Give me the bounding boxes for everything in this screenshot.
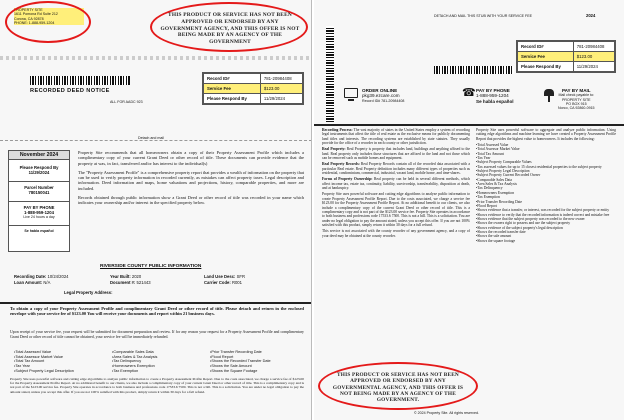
section-text: Real Property Records contain all of the recorded data associated with a particular Real estate. Real Property definition includes many different types of properties such as residential, condominium, commercial, industrial, vacant land, mobile home, and time-shares. (322, 162, 470, 176)
report-feature: • Tax Year (476, 156, 616, 160)
report-feature: • Shows the recorded transfer date (476, 230, 616, 234)
parcel-label: Parcel Number (9, 181, 69, 190)
info-label: Carrier Code: (204, 280, 231, 285)
notice-sidebar (8, 150, 70, 252)
report-feature: • Shows evidence of the subject property's legal description (476, 226, 616, 230)
feature-item: • Shows the Square Footage (210, 369, 306, 374)
report-feature: • Tax Delinquency (476, 186, 616, 190)
section-heading: Real Property: (322, 147, 346, 152)
report-feature-list (476, 143, 616, 243)
section-divider (314, 124, 624, 126)
section-text: Real property can be held in several different methods, which affect income tax, estate tax, continuity, liability, survivorship, transferability, disposition at death, and at bankruptcy. (322, 177, 470, 191)
pay-by-phone-hours: Live 24 hours a day (23, 215, 55, 219)
section-heading: Real Property Records: (322, 162, 360, 167)
record-id-value: 781-20984408 (573, 42, 614, 52)
respond-by-date: 11/29/2024 (28, 170, 50, 175)
month-heading: November 2024 (9, 151, 69, 160)
year-label: 2024 (586, 13, 596, 18)
feature-item: • Comparable Sales Data (112, 350, 208, 355)
order-online-url[interactable]: pkg39.ezcare.com (362, 93, 400, 99)
feature-item: • Tax Year (14, 364, 110, 369)
sender-line: Corona, CA 92878 (14, 17, 84, 21)
upon-receipt-paragraph: Upon receipt of your service fee, your request will be submitted for document preparation and review. If for any reason your request for a Property Assessment Profile and complimentary Grant Deed or other record of title cannot be obtained, your service fee will be immediately refunded. (10, 330, 304, 339)
deed-notice-title: RECORDED DEED NOTICE (30, 88, 110, 94)
copyright: © 2024 Property Site. All rights reserved. (414, 411, 479, 415)
section-text: The vast majority of states in the United States employ a system of recording legal instruments that affect the title of real estate as the exclusive means for publicly documenting land titles and interests. The recording systems are established by state statutes. They usually provide for the office of a recorder in each county or other jurisdiction. (322, 128, 470, 146)
intro-paragraph: Property Site recommends that all homeowners obtain a copy of their Property Assessment Profile which includes a complimentary copy of your current Grant Deed or other record of title. These documents can provide evidence that the property at was, in fact, transferred and/or has interest to the individual(s) (78, 150, 304, 166)
info-value: R001 (231, 280, 242, 285)
public-info-title: RIVERSIDE COUNTY PUBLIC INFORMATION (100, 264, 202, 269)
info-value: 521443 (136, 280, 151, 285)
respond-by-label: Please Respond By (518, 62, 574, 72)
record-id-label: Record ID# (518, 42, 574, 52)
report-feature: • Prior Transfer Recording Date (476, 200, 616, 204)
report-feature: • Flood Report (476, 204, 616, 208)
report-feature: • Shows evidence to verify that the recorded information is indeed correct and mistake free (476, 213, 616, 217)
right-stub-page (314, 0, 624, 420)
profile-paragraph: The "Property Assessment Profile" is a comprehensive property report that provides a wealth of information on the property that can be used to verify property information in recorded currently, as mistakes can affect property taxes. Legal description and information. Deed information and maps, home valuations and projections, history, comparable properties, and more are included. (78, 169, 304, 191)
section-heading: Forms of Property Ownership: (322, 177, 373, 182)
feature-item: • Total Assessor Market Value (14, 355, 110, 360)
report-feature: • Shows evidence that the subject property was recorded to the new owner (476, 217, 616, 221)
service-fee-label: Service Fee (204, 84, 261, 94)
pay-mail-line: Mail check payable to: (558, 93, 595, 98)
detach-text: Detach and mail (138, 136, 164, 140)
sender-line: PROPERTY SITE (14, 8, 84, 12)
feature-item: • Tax Delinquency (112, 359, 208, 364)
report-feature: • Tax Exemption (476, 195, 616, 199)
mailbox-post (548, 96, 550, 102)
section-text: Real Property is property that includes land, buildings and anything affixed to the land. Real property only includes those structures that are affixed to the land and not those which can be removed such as mobile homes and equipment. (322, 147, 470, 161)
section-text: Property Site uses powerful software and cutting edge algorithms to analyze public information to create Property Assessment Profile Report. Due to the costs associated, we charge a service fee $123.00 for the Property Assessment Profile Report. At no additional benefit to our clients, we also include a complimentary copy of the current Grant Deed or other record of title. This is a complimentary copy and is not part of the $123.00 service fee. Property Site operates in accordance to both business and professions code 17533.6 7500. This is not a bill. This is a solicitation. You are under no legal obligation to pay the amount stated, unless you accept this offer. If you are not 100% satisfied with this product, simply return it within 30 days for a full refund. (322, 192, 470, 227)
report-feature: • Homeowners Exemption (476, 191, 616, 195)
info-label: Loan Amount: (14, 280, 43, 285)
info-label: Recording Date: (14, 274, 47, 279)
report-feature: • Shows the sale amount (476, 234, 616, 238)
feature-item: • Homeowners Exemption (112, 364, 208, 369)
feature-item: • Shows the Recorded Transfer Date (210, 359, 306, 364)
sender-line: PHONE: 1-888-959-1204 (14, 21, 84, 25)
feature-item: • Shows the Sale Amount (210, 364, 306, 369)
footer-paragraph: Property Site uses powerful software and cutting edge algorithms to analyze public information to create a Property Assessment Profile Report. Due to the costs associated, we charge a service fee of $123.00 for the Property Assessment Profile Report. At no additional benefit to our clients, we also include a complimentary copy of your current Grant Deed or other record of title. This is a complimentary copy and is not part of the $123.00 service fee. Property Site operates in accordance to both business and professions code 17533.6 7500. This is not a bill. This is a solicitation. You are under no legal obligation to pay the amount stated, unless you accept this offer. If you are not 100% satisfied with this product, simply return it within 30 days for a full refund. (10, 377, 304, 394)
parcel-number: 780150041 (28, 190, 50, 195)
report-feature: • Comparable Sales Data (476, 178, 616, 182)
service-fee-value: $123.00 (260, 84, 302, 94)
barcode (30, 76, 130, 85)
sender-line: 1611 Pomona Rd Suite 212 (14, 12, 84, 16)
highlight-circle (150, 2, 308, 52)
service-fee-label: Service Fee (518, 52, 574, 62)
service-table (202, 72, 304, 105)
barcode (434, 66, 514, 74)
computer-icon (344, 88, 358, 98)
report-feature: • Shows the square footage (476, 239, 616, 243)
service-fee-value: $123.00 (573, 52, 614, 62)
legal-address-label: Legal Property Address: (64, 290, 113, 295)
pay-phone-label: PAY BY PHONE (476, 88, 510, 93)
report-feature: • Total Assessor Market Value (476, 147, 616, 151)
report-feature: • Shows the owners right to possess and use the subject property (476, 221, 616, 225)
intro-text (78, 150, 304, 208)
report-feature: • Total Tax Amount (476, 152, 616, 156)
report-feature: • Subject Property Legal Description (476, 169, 616, 173)
info-value: SFR (236, 274, 245, 279)
info-column-left (322, 128, 470, 240)
info-value: 2020 (131, 274, 142, 279)
phone-icon: ☎ (462, 87, 476, 99)
pay-mail-line: PO BOX 915 (565, 101, 587, 106)
feature-item: • Total Tax Amount (14, 359, 110, 364)
pay-by-phone-label: PAY BY PHONE (9, 201, 69, 210)
report-feature: • Area Sales & Tax Analysis (476, 182, 616, 186)
computer-stand (348, 99, 354, 101)
section-text: This service is not associated with the county recorder of any government agency, and a copy of your deed may be obtained at the county recorder. (322, 229, 470, 238)
order-online-label: ORDER ONLINE (362, 88, 398, 93)
mail-line: ALL FOR AADC 923 (110, 100, 143, 104)
info-label: Document #: (110, 280, 136, 285)
side-barcode (326, 26, 334, 122)
mailbox-icon (544, 89, 554, 96)
pay-mail-line: PROPERTY SITE (561, 97, 591, 102)
pay-by-phone-number[interactable]: 1-888-959-1204 (24, 210, 54, 215)
order-online-id: Record ID# 781-20984408 (362, 98, 405, 103)
feature-item: • Tax Exemption (112, 369, 208, 374)
respond-by-value: 11/29/2024 (260, 94, 302, 104)
feature-item: • Prior Transfer Recording Date (210, 350, 306, 355)
pay-mail-label: PAY BY MAIL (561, 88, 591, 93)
feature-item: • Total Assessed Value (14, 350, 110, 355)
respond-by-value: 11/29/2024 (573, 62, 614, 72)
record-id-label: Record ID# (204, 74, 261, 84)
info-value: N/A (43, 280, 51, 285)
feature-item: • Area Sales & Tax Analysis (112, 355, 208, 360)
info-column-right (476, 128, 616, 243)
respond-by-label: Please Respond By (19, 165, 59, 170)
record-id-value: 781-20984408 (260, 74, 302, 84)
highlight-circle (318, 362, 478, 410)
report-feature: • Tax assessed values for up to 15 closest residential properties to the subject property (476, 165, 616, 169)
envelope-pattern (0, 56, 312, 60)
feature-item: • Subject Property Legal Description (14, 369, 110, 374)
info-label: Year Built: (110, 274, 131, 279)
service-table (516, 40, 616, 73)
report-feature: • Subject Property Current Recorded Owner (476, 173, 616, 177)
spanish-note: Se habla español (476, 98, 514, 104)
records-paragraph: Records obtained through public information show a Grant Deed or other record of title was recorded in your name which indicates your ownership and/or interest in the specified property below. (78, 195, 304, 206)
info-label: Land Use Desc: (204, 274, 236, 279)
col2-intro: Property Site uses powerful software to aggregate and analyze public information. Using cutting edge algorithms and machine learning we have created a Property Assessment Profile Report that provides the highest value to homeowners. It includes the following: (476, 128, 616, 141)
feature-item: • Flood Report (210, 355, 306, 360)
pay-phone-number[interactable]: 1-888-959-1204 (476, 93, 509, 99)
report-feature: • Subject Property Comparable Values (476, 160, 616, 164)
disclaimer-bottom: THIS PRODUCT OR SERVICE HAS NOT BEEN APPROVED OR ENDORSED BY ANY GOVERNMENTAL AGENCY, AND THIS OFFER IS NOT BEING MADE BY AN AGENCY OF THE GOVERNMENT. (328, 372, 468, 403)
detach-header: DETACH AND MAIL THIS STUB WITH YOUR SERVICE FEE (434, 14, 533, 18)
section-divider (0, 302, 312, 304)
pay-mail-line: Norco, CA 92860-0915 (558, 106, 595, 111)
spanish-note: Se habla español (9, 225, 69, 233)
respond-by-label: Please Respond By (204, 94, 261, 104)
report-feature: • Total Assessed Value (476, 143, 616, 147)
obtain-heading: To obtain a copy of your Property Assessment Profile and complimentary Grant Deed or other record of title. Please detach and return in the enclosed envelope with your service fee of $123.00 You will receive your documents and report within 21 business days. (10, 306, 304, 317)
highlight-circle (5, 1, 91, 43)
report-feature: • Shows evidence that a transfer, or interest, was recorded for the subject property or entity (476, 208, 616, 212)
disclaimer-top: THIS PRODUCT OR SERVICE HAS NOT BEEN APPROVED OR ENDORSED BY ANY GOVERNMENT AGENCY, AND THIS OFFER IS NOT BEING MADE BY AN AGENCY OF THE GOVERNMENT (160, 12, 300, 46)
info-value: 10/24/2024 (47, 274, 69, 279)
section-heading: Recording Process: (322, 128, 353, 132)
